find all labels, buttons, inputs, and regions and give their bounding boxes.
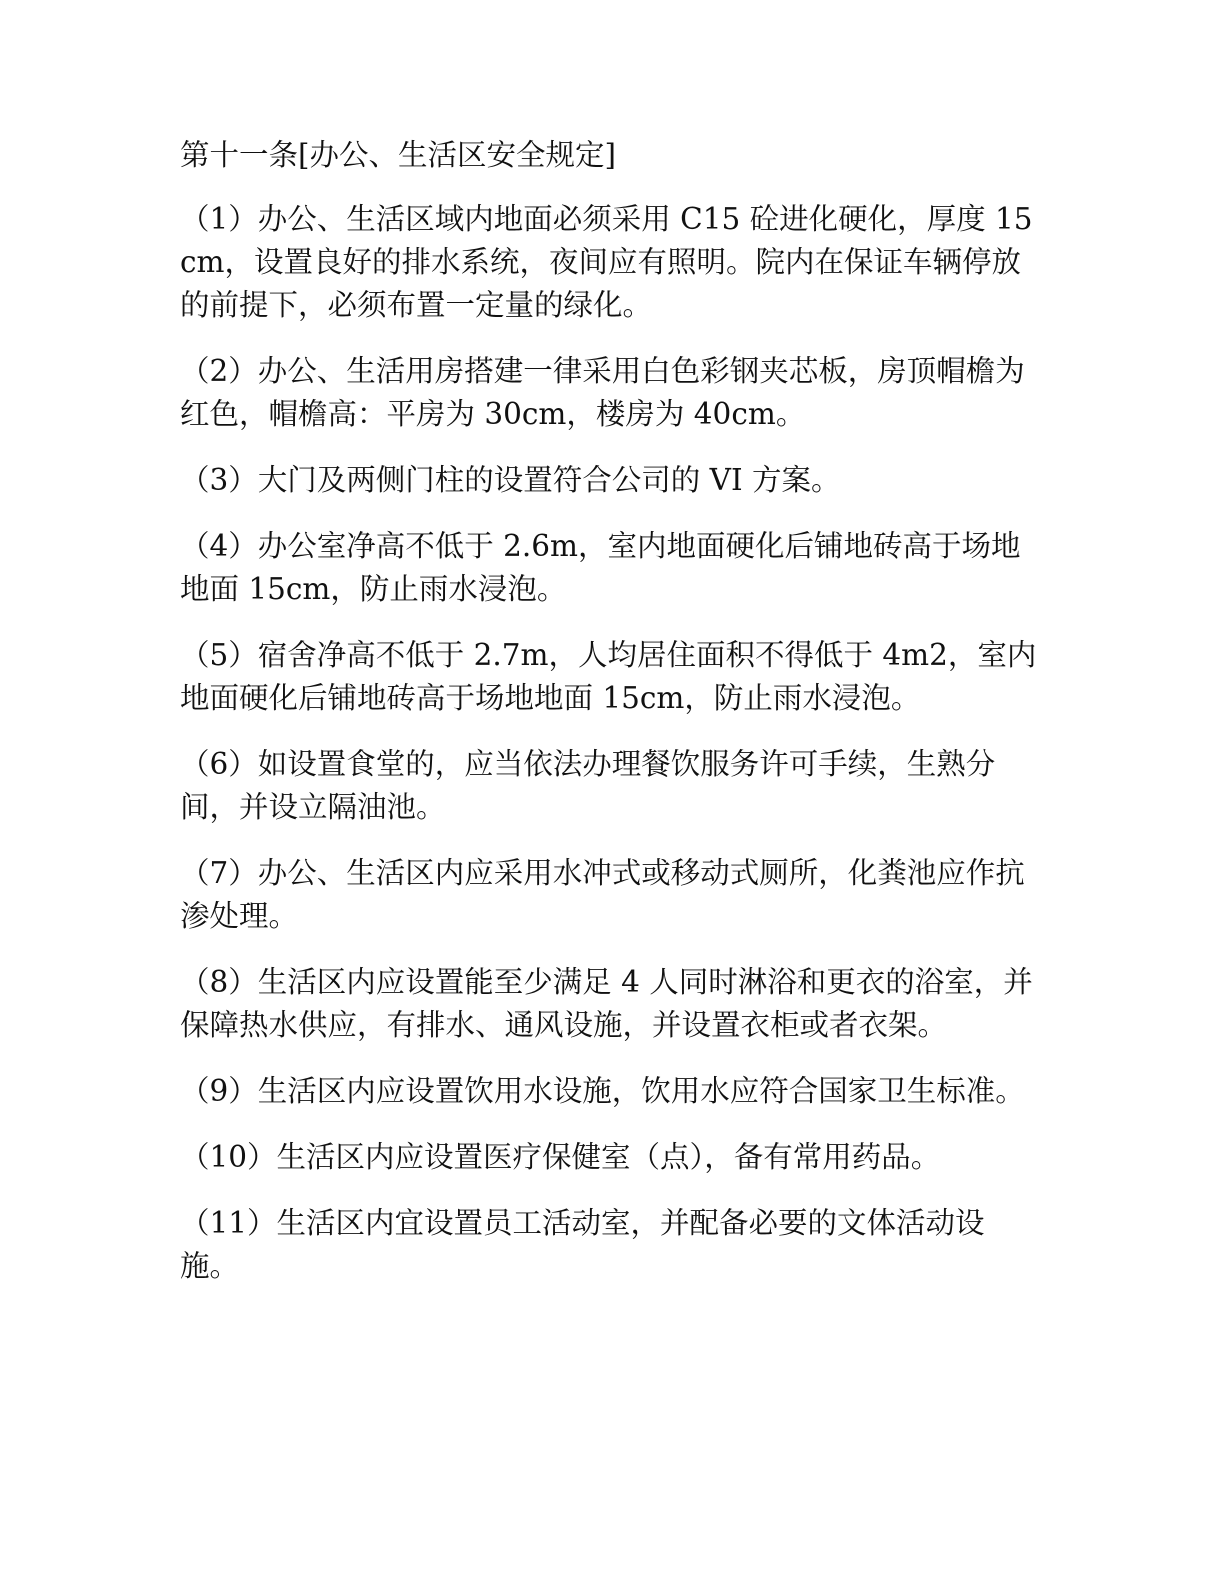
- clause-8: （8）生活区内应设置能至少满足 4 人同时淋浴和更衣的浴室，并保障热水供应，有排水、通风设施，并设置衣柜或者衣架。: [180, 965, 1033, 1042]
- clause-9: （9）生活区内应设置饮用水设施，饮用水应符合国家卫生标准。: [180, 1074, 1025, 1108]
- clause-5: （5）宿舍净高不低于 2.7m，人均居住面积不得低于 4m2，室内地面硬化后铺地砖高于场地地面 15cm，防止雨水浸泡。: [180, 638, 1037, 715]
- clause-10: （10）生活区内应设置医疗保健室（点），备有常用药品。: [180, 1140, 941, 1174]
- clause-1: （1）办公、生活区域内地面必须采用 C15 砼进化硬化，厚度 15cm，设置良好的排水系统，夜间应有照明。院内在保证车辆停放的前提下，必须布置一定量的绿化。: [180, 202, 1033, 322]
- clause-2: （2）办公、生活用房搭建一律采用白色彩钢夹芯板，房顶帽檐为红色，帽檐高：平房为 30cm，楼房为 40cm。: [180, 354, 1025, 431]
- clause-4: （4）办公室净高不低于 2.6m，室内地面硬化后铺地砖高于场地地面 15cm，防止雨水浸泡。: [180, 529, 1021, 606]
- clause-7: （7）办公、生活区内应采用水冲式或移动式厕所，化粪池应作抗渗处理。: [180, 856, 1025, 933]
- clause-11: （11）生活区内宜设置员工活动室，并配备必要的文体活动设施。: [180, 1206, 985, 1283]
- clause-3: （3）大门及两侧门柱的设置符合公司的 VI 方案。: [180, 463, 841, 497]
- clause-6: （6）如设置食堂的，应当依法办理餐饮服务许可手续，生熟分间，并设立隔油池。: [180, 747, 996, 824]
- article-title: 第十一条[办公、生活区安全规定]: [180, 138, 617, 172]
